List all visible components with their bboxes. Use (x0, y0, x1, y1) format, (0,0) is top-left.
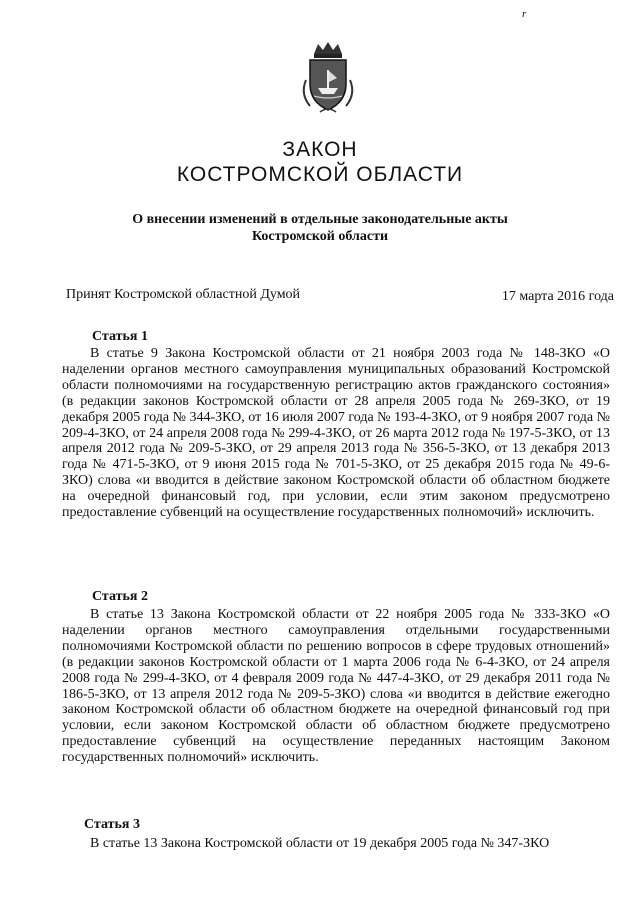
accepted-by: Принят Костромской областной Думой (66, 287, 301, 302)
region-title: КОСТРОМСКОЙ ОБЛАСТИ (176, 163, 464, 186)
accepted-date: 17 марта 2016 года (501, 289, 614, 304)
article-3-text: В статье 13 Закона Костромской области от 19 декабря 2005 года № 347-ЗКО (90, 836, 550, 851)
article-1-heading: Статья 1 (92, 329, 148, 344)
coat-of-arms-icon (296, 40, 360, 114)
article-3-heading: Статья 3 (84, 817, 140, 832)
corner-mark: r (522, 8, 527, 20)
article-2-text: В статье 13 Закона Костромской области от 22 ноября 2005 года № 333-ЗКО «О наделении органов местного самоуправления отдельными государственными полномочиями Костромской области по решению вопросов в сфере трудовых отношений» (в редакции законов Костромской области от 1 марта 2006 года № 6-4-ЗКО, от 24 апреля 2008 года № 299-4-ЗКО, от 4 февраля 2009 года № 447-4-ЗКО, от 29 декабря 2011 года № 186-5-ЗКО, от 13 апреля 2012 года № 209-5-ЗКО) слова «и вводится в действие ежегодно законом Костромской области об областном бюджете на очередной финансовый год при условии, если законом Костромской области об областном бюджете предусмотрено предоставление субвенций на осуществление переданных настоящим Законом государственных полномочий» исключить. (62, 607, 610, 766)
law-title: ЗАКОН (282, 138, 358, 161)
article-1-text: В статье 9 Закона Костромской области от 21 ноября 2003 года № 148-ЗКО «О наделении органов местного самоуправления муниципальных образований Костромской области полномочиями на государственную регистрацию актов гражданского состояния» (в редакции законов Костромской области от 28 апреля 2005 года № 269-ЗКО, от 19 декабря 2005 года № 344-ЗКО, от 16 июля 2007 года № 193-4-ЗКО, от 9 ноября 2007 года № 209-4-ЗКО, от 24 апреля 2008 года № 299-4-ЗКО, от 26 марта 2012 года № 197-5-ЗКО, от 13 апреля 2012 года № 209-5-ЗКО, от 29 апреля 2013 года № 356-5-ЗКО, от 13 декабря 2013 года № 471-5-ЗКО, от 9 июня 2015 года № 701-5-ЗКО, от 25 декабря 2015 года № 49-6-ЗКО) слова «и вводится в действие законом Костромской области об областном бюджете на очередной финансовый год, при условии, если этим законом предусмотрено предоставление субвенций на осуществление государственных полномочий» исключить. (62, 346, 610, 521)
article-2-heading: Статья 2 (92, 589, 148, 604)
document-subtitle: О внесении изменений в отдельные законодательные акты Костромской области (132, 212, 508, 244)
